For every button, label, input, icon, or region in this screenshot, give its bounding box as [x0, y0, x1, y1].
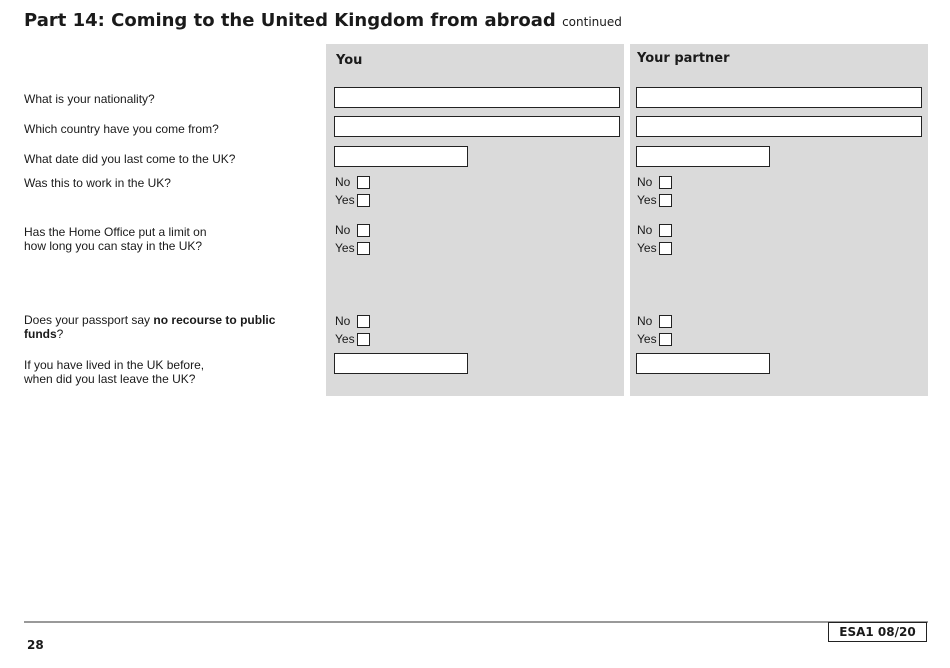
you-header: You — [336, 53, 363, 68]
question-nationality: What is your nationality? — [24, 92, 155, 106]
no-label: No — [335, 223, 351, 237]
question-country: Which country have you come from? — [24, 122, 219, 136]
question-limit-line2: how long you can stay in the UK? — [24, 239, 203, 253]
yes-label: Yes — [637, 332, 657, 346]
question-lived-line1: If you have lived in the UK before, — [24, 358, 205, 372]
yes-label: Yes — [637, 241, 657, 255]
yes-label: Yes — [335, 241, 355, 255]
no-label: No — [637, 314, 653, 328]
partner-work-no-checkbox[interactable] — [659, 176, 672, 189]
you-nationality-input[interactable] — [334, 87, 620, 108]
partner-last-left-input[interactable] — [636, 353, 770, 374]
page-number: 28 — [27, 638, 44, 652]
you-limit-options — [335, 222, 370, 256]
question-passport — [24, 313, 318, 341]
you-work-yes-checkbox[interactable] — [357, 194, 370, 207]
partner-limit-yes-checkbox[interactable] — [659, 242, 672, 255]
question-lived-line2: when did you last leave the UK? — [24, 372, 196, 386]
no-label: No — [637, 223, 653, 237]
partner-country-input[interactable] — [636, 116, 922, 137]
you-passport-options — [335, 313, 370, 347]
question-work: Was this to work in the UK? — [24, 176, 171, 190]
you-passport-yes-checkbox[interactable] — [357, 333, 370, 346]
page-title — [24, 10, 622, 31]
form-code: ESA1 08/20 — [828, 622, 927, 642]
question-limit-line1: Has the Home Office put a limit on — [24, 225, 207, 239]
partner-limit-options — [637, 222, 672, 256]
question-limit — [24, 225, 207, 253]
passport-bold-text: no recourse to public funds — [24, 313, 276, 341]
you-last-left-input[interactable] — [334, 353, 468, 374]
you-limit-no-checkbox[interactable] — [357, 224, 370, 237]
you-passport-no-checkbox[interactable] — [357, 315, 370, 328]
no-label: No — [335, 175, 351, 189]
partner-passport-options — [637, 313, 672, 347]
you-work-no-checkbox[interactable] — [357, 176, 370, 189]
partner-work-options — [637, 174, 672, 208]
question-date: What date did you last come to the UK? — [24, 152, 236, 166]
footer-divider — [24, 621, 928, 623]
passport-text: Does your passport say — [24, 313, 154, 327]
yes-label: Yes — [335, 193, 355, 207]
partner-nationality-input[interactable] — [636, 87, 922, 108]
partner-passport-no-checkbox[interactable] — [659, 315, 672, 328]
partner-limit-no-checkbox[interactable] — [659, 224, 672, 237]
no-label: No — [637, 175, 653, 189]
partner-header: Your partner — [637, 51, 730, 66]
yes-label: Yes — [335, 332, 355, 346]
yes-label: Yes — [637, 193, 657, 207]
partner-date-input[interactable] — [636, 146, 770, 167]
continued-label: continued — [562, 15, 622, 29]
you-work-options — [335, 174, 370, 208]
you-limit-yes-checkbox[interactable] — [357, 242, 370, 255]
you-date-input[interactable] — [334, 146, 468, 167]
no-label: No — [335, 314, 351, 328]
partner-passport-yes-checkbox[interactable] — [659, 333, 672, 346]
question-lived — [24, 358, 204, 386]
passport-qmark: ? — [56, 327, 64, 341]
you-country-input[interactable] — [334, 116, 620, 137]
partner-work-yes-checkbox[interactable] — [659, 194, 672, 207]
title-text: Part 14: Coming to the United Kingdom from abroad — [24, 10, 556, 31]
